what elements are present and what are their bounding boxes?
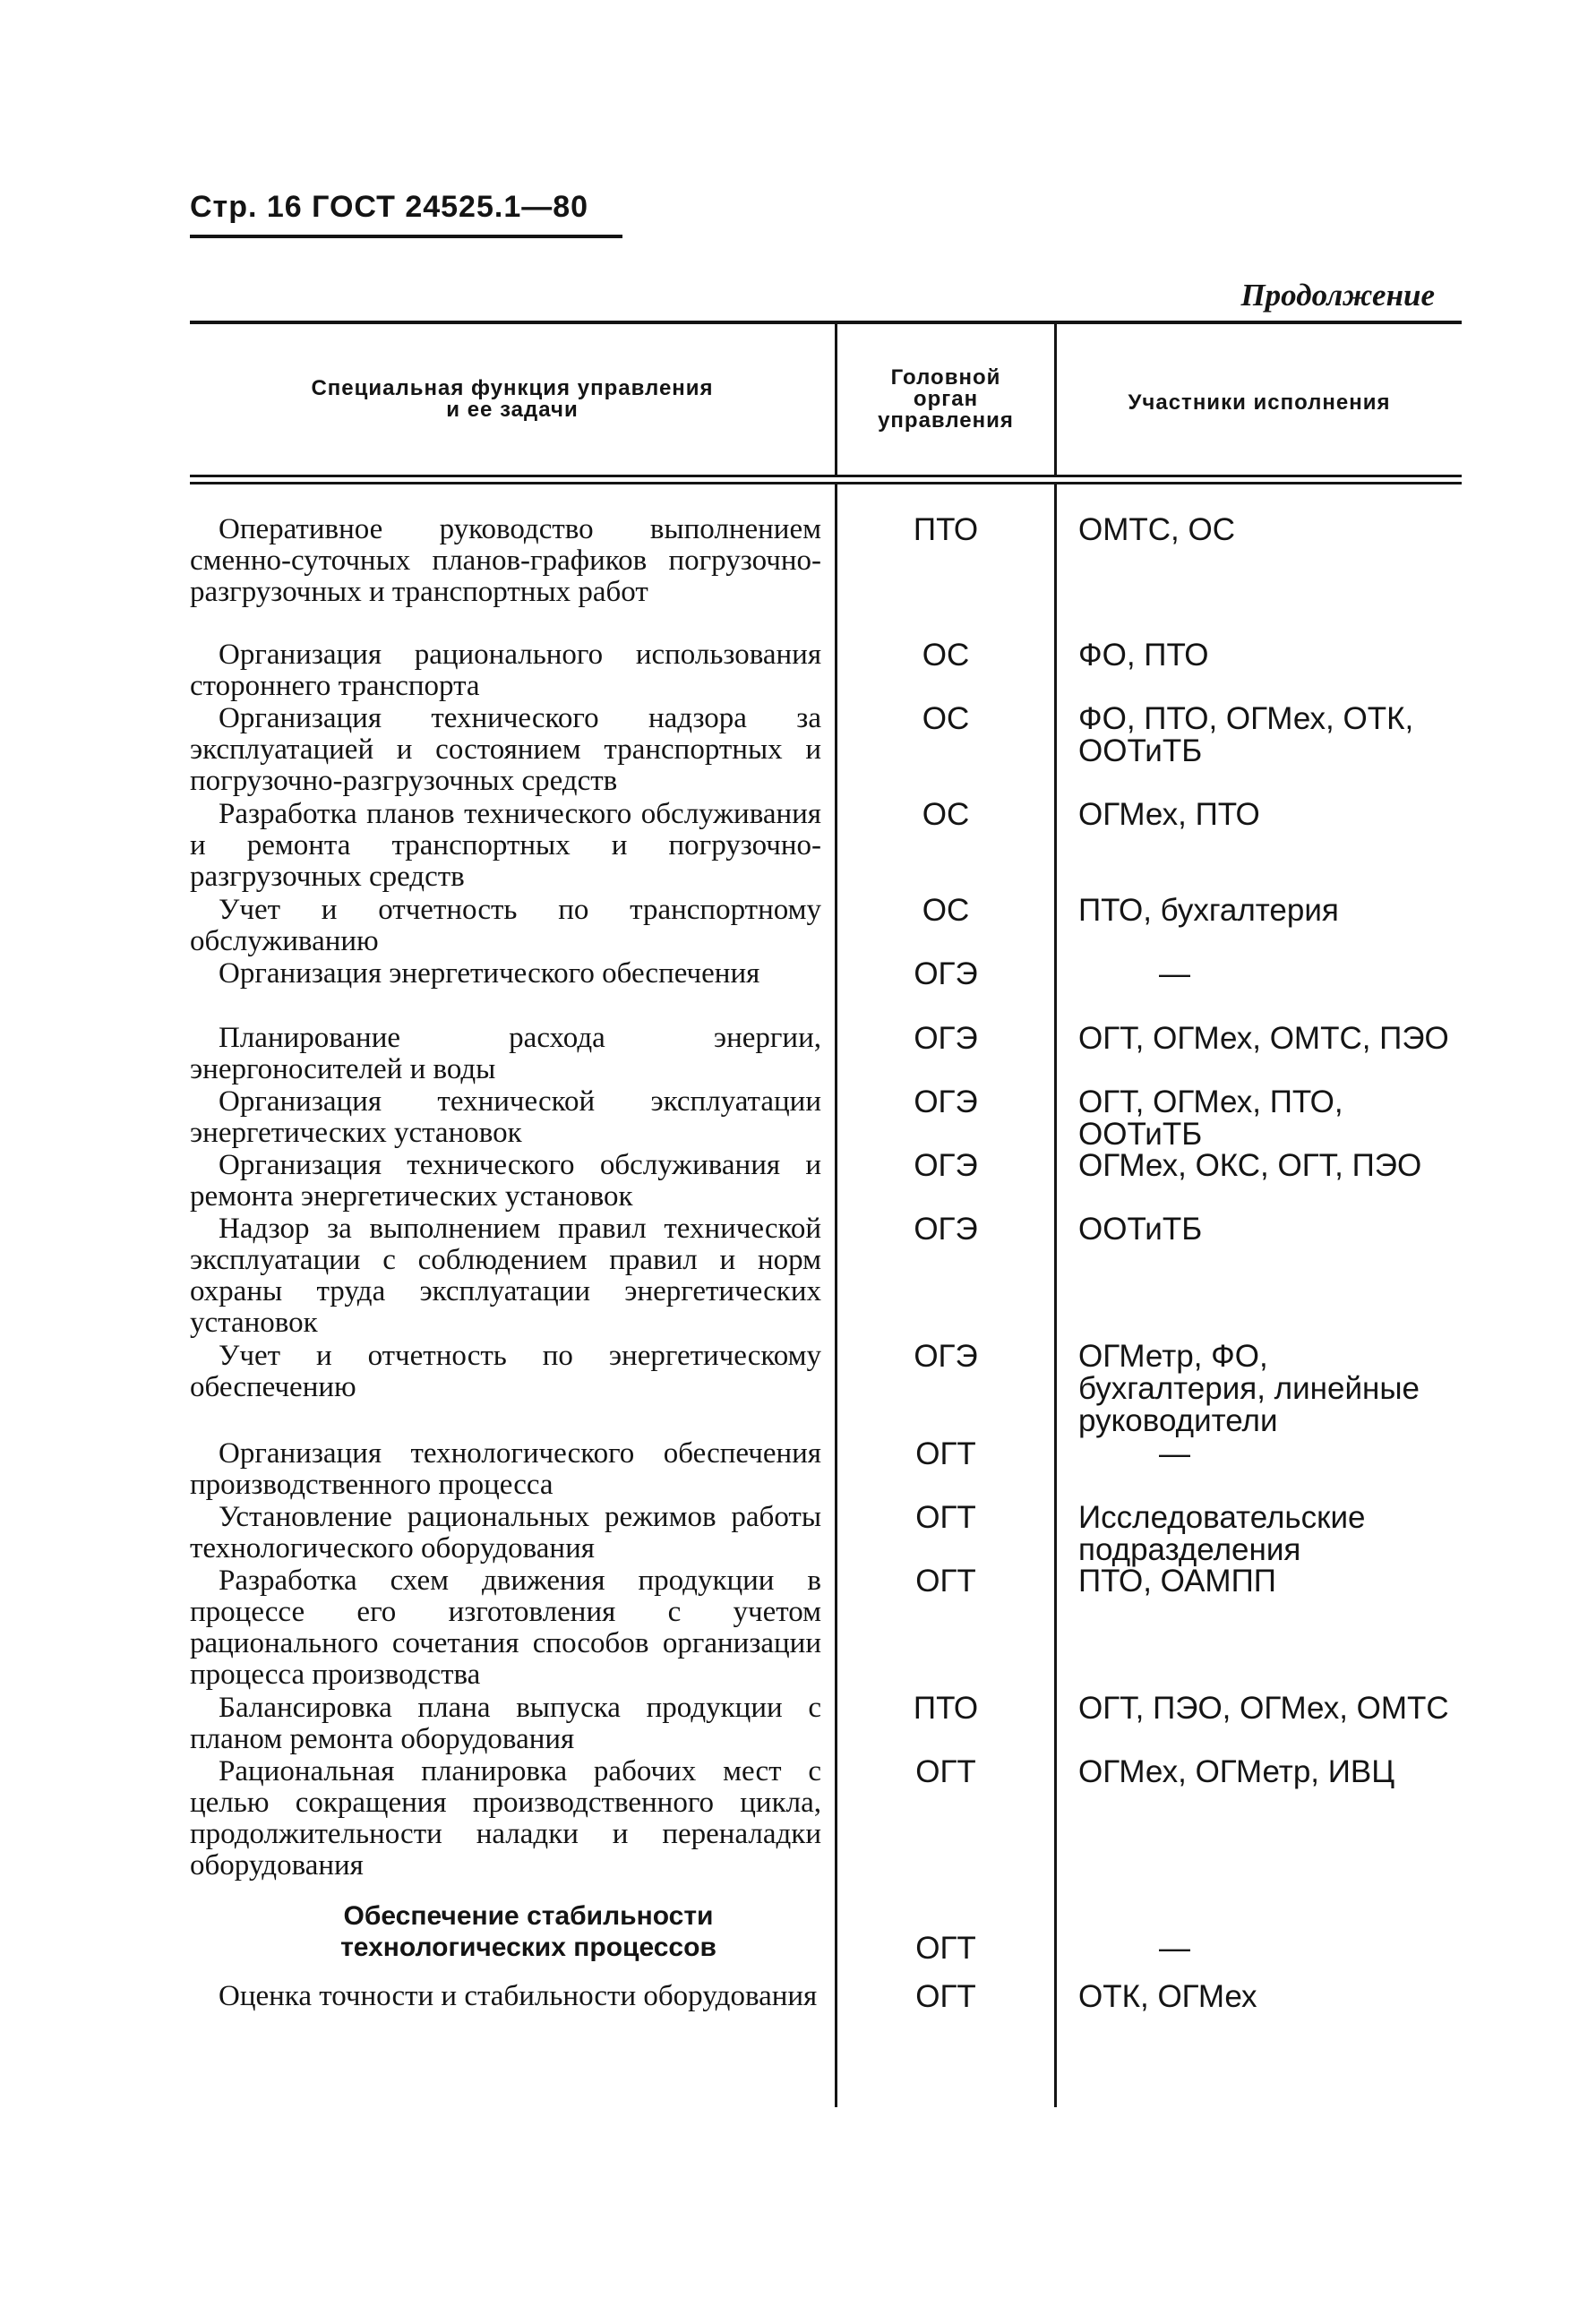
function-cell: Разработка схем движения продукции в процессе его изготовления с учетом рационального сочетания способов организации процесса производства <box>190 1564 821 1691</box>
function-cell: Организация технического обслуживания и ремонта энергетических установок <box>190 1149 821 1213</box>
column-header-function-line1: Специальная функция управления <box>311 376 714 400</box>
function-cell: Надзор за выполнением правил технической эксплуатации с соблюдением правил и норм охраны труда эксплуатации энергетических установок <box>190 1213 821 1339</box>
function-cell: Организация рационального использования стороннего транспорта <box>190 639 821 702</box>
function-cell: Оперативное руководство выполнением сменно-суточных планов-графиков погрузочно-разгрузочных и транспортных работ <box>190 513 821 608</box>
head-body-cell: ОС <box>922 701 970 736</box>
head-body-cell: ОГТ <box>915 1754 976 1789</box>
function-cell: Установление рациональных режимов работы технологического оборудования <box>190 1501 821 1564</box>
function-cell: Рациональная планировка рабочих мест с целью сокращения производственного цикла, продолжительности наладки и переналадки оборудования <box>190 1755 821 1882</box>
participants-cell: ОГМех, ОКС, ОГТ, ПЭО <box>1078 1148 1422 1183</box>
participants-cell: ОГТ, ОГМех, ОМТС, ПЭО <box>1078 1021 1449 1056</box>
column-header-participants: Участники исполнения <box>1128 390 1391 415</box>
head-body-cell: ОГЭ <box>914 1148 978 1183</box>
head-body-cell: ОГЭ <box>914 1212 978 1247</box>
participants-cell: ФО, ПТО <box>1078 638 1209 673</box>
column-header-head-body-line1: Головной <box>890 365 1001 390</box>
column-header-head-body-line3: управления <box>878 408 1014 433</box>
head-body-cell: ОГТ <box>915 1500 976 1535</box>
head-body-cell: ОГЭ <box>914 956 978 991</box>
participants-cell: ПТО, бухгалтерия <box>1078 893 1339 928</box>
running-header: Стр. 16 ГОСТ 24525.1—80 <box>190 190 589 224</box>
function-cell: Организация технического надзора за эксплуатацией и состоянием транспортных и погрузочно-разгрузочных средств <box>190 702 821 797</box>
function-cell: Разработка планов технического обслуживания и ремонта транспортных и погрузочно-разгрузочных средств <box>190 798 821 893</box>
participants-cell: — <box>1159 1436 1190 1471</box>
function-cell: Учет и отчетность по энергетическому обеспечению <box>190 1340 821 1403</box>
function-cell: Организация технологического обеспечения производственного процесса <box>190 1437 821 1501</box>
participants-cell: ОМТС, ОС <box>1078 512 1235 547</box>
head-body-cell: ОС <box>922 638 970 673</box>
participants-cell: Исследовательские подразделения <box>1078 1500 1366 1567</box>
function-cell: Учет и отчетность по транспортному обслуживанию <box>190 894 821 957</box>
participants-cell: ПТО, ОАМПП <box>1078 1564 1276 1599</box>
section-heading-cell: Обеспечение стабильности технологических процессов <box>340 1901 716 1962</box>
head-body-cell: ПТО <box>913 1691 979 1726</box>
head-body-cell: ОГТ <box>915 1979 976 2014</box>
head-body-cell: ОГЭ <box>914 1339 978 1374</box>
participants-cell: ОГМех, ПТО <box>1078 797 1260 832</box>
participants-cell: ОГМех, ОГМетр, ИВЦ <box>1078 1754 1395 1789</box>
column-header-head-body-line2: орган <box>913 387 979 411</box>
column-header-function-line2: и ее задачи <box>446 398 579 422</box>
participants-cell: ОТК, ОГМех <box>1078 1979 1257 2014</box>
participants-cell: — <box>1159 956 1190 991</box>
participants-cell: ФО, ПТО, ОГМех, ОТК, ООТиТБ <box>1078 701 1414 768</box>
participants-cell: ООТиТБ <box>1078 1212 1203 1247</box>
head-body-cell: ОГТ <box>915 1931 976 1966</box>
head-body-cell: ОГЭ <box>914 1084 978 1119</box>
head-body-cell: ОГТ <box>915 1564 976 1599</box>
function-cell: Организация энергетического обеспечения <box>219 957 760 990</box>
head-body-cell: ОГЭ <box>914 1021 978 1056</box>
participants-cell: ОГТ, ОГМех, ПТО, ООТиТБ <box>1078 1084 1343 1152</box>
participants-cell: ОГТ, ПЭО, ОГМех, ОМТС <box>1078 1691 1449 1726</box>
function-cell: Балансировка плана выпуска продукции с планом ремонта оборудования <box>190 1692 821 1755</box>
function-cell: Планирование расхода энергии, энергоносителей и воды <box>190 1022 821 1085</box>
head-body-cell: ОС <box>922 893 970 928</box>
head-body-cell: ОС <box>922 797 970 832</box>
participants-cell: — <box>1159 1931 1190 1966</box>
head-body-cell: ПТО <box>913 512 979 547</box>
head-body-cell: ОГТ <box>915 1436 976 1471</box>
function-cell: Организация технической эксплуатации энергетических установок <box>190 1085 821 1149</box>
function-cell: Оценка точности и стабильности оборудования <box>219 1980 818 2012</box>
continuation-label: Продолжение <box>1240 278 1435 313</box>
participants-cell: ОГМетр, ФО, бухгалтерия, линейные руководители <box>1078 1339 1420 1438</box>
